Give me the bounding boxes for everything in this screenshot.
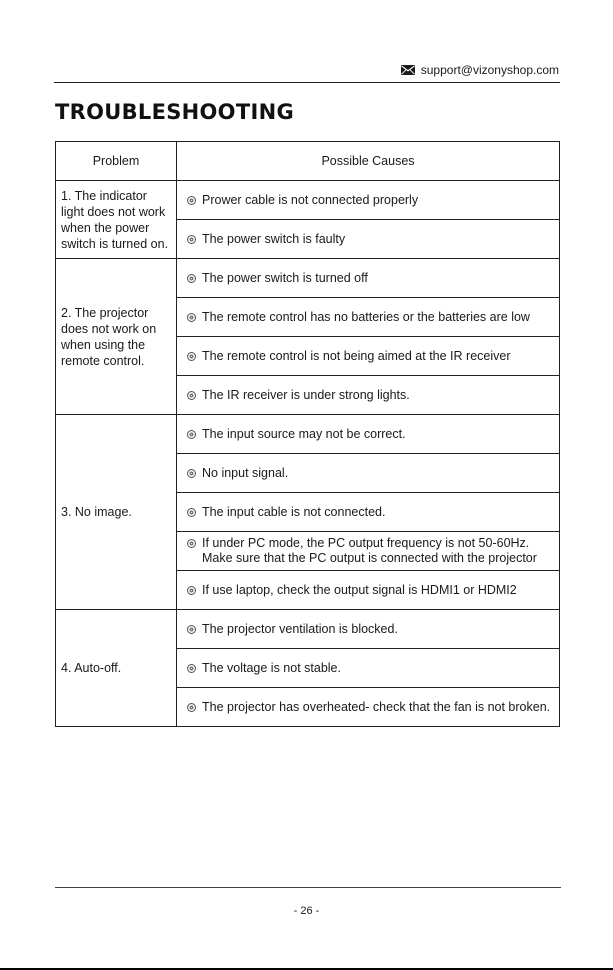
problem-cell: 4. Auto-off. bbox=[56, 610, 177, 727]
page-number: - 26 - bbox=[293, 905, 320, 917]
cause-cell bbox=[177, 649, 560, 688]
bullet-icon bbox=[187, 625, 196, 634]
bullet-icon bbox=[187, 352, 196, 361]
bullet-icon bbox=[187, 539, 196, 548]
cause-cell bbox=[177, 454, 560, 493]
table-body bbox=[56, 181, 560, 727]
cause-text: The remote control is not being aimed at the IR receiver bbox=[202, 348, 511, 363]
cause-text: The voltage is not stable. bbox=[202, 660, 341, 675]
table-row bbox=[56, 181, 560, 220]
cause-text: If under PC mode, the PC output frequency is not 50-60Hz. Make sure that the PC output is connected with the projector bbox=[202, 536, 537, 565]
cause-item bbox=[187, 622, 559, 637]
cause-cell bbox=[177, 259, 560, 298]
bullet-icon bbox=[187, 469, 196, 478]
bullet-icon bbox=[187, 508, 196, 517]
cause-cell bbox=[177, 571, 560, 610]
problem-cell: 2. The projector does not work on when using the remote control. bbox=[56, 259, 177, 415]
page-title: TROUBLESHOOTING bbox=[55, 100, 294, 124]
cause-cell bbox=[177, 220, 560, 259]
cause-cell bbox=[177, 415, 560, 454]
cause-cell bbox=[177, 688, 560, 727]
cause-cell bbox=[177, 181, 560, 220]
bullet-icon bbox=[187, 586, 196, 595]
cause-text: The IR receiver is under strong lights. bbox=[202, 387, 410, 402]
cause-text: The power switch is turned off bbox=[202, 270, 368, 285]
bullet-icon bbox=[187, 664, 196, 673]
cause-item bbox=[187, 700, 559, 715]
cause-text: The power switch is faulty bbox=[202, 231, 346, 246]
cause-cell bbox=[177, 376, 560, 415]
bullet-icon bbox=[187, 703, 196, 712]
cause-text: The input cable is not connected. bbox=[202, 504, 386, 519]
cause-item bbox=[187, 193, 559, 208]
cause-item bbox=[187, 232, 559, 247]
cause-cell bbox=[177, 610, 560, 649]
support-email-text: support@vizonyshop.com bbox=[420, 63, 559, 77]
cause-item bbox=[187, 349, 559, 364]
cause-cell bbox=[177, 493, 560, 532]
problem-cell: 1. The indicator light does not work when the power switch is turned on. bbox=[56, 181, 177, 259]
bullet-icon bbox=[187, 313, 196, 322]
cause-cell bbox=[177, 337, 560, 376]
cause-item bbox=[187, 388, 559, 403]
bullet-icon bbox=[187, 235, 196, 244]
bullet-icon bbox=[187, 391, 196, 400]
cause-item bbox=[187, 427, 559, 442]
cause-text: Prower cable is not connected properly bbox=[202, 192, 419, 207]
cause-item bbox=[187, 271, 559, 286]
cause-item bbox=[187, 466, 559, 481]
header-divider bbox=[54, 82, 560, 83]
cause-item bbox=[187, 661, 559, 676]
cause-text: No input signal. bbox=[202, 465, 289, 480]
troubleshooting-table bbox=[55, 141, 560, 727]
table-row bbox=[56, 415, 560, 454]
cause-item bbox=[187, 536, 559, 566]
problem-cell: 3. No image. bbox=[56, 415, 177, 610]
cause-item bbox=[187, 583, 559, 598]
cause-item bbox=[187, 505, 559, 520]
cause-cell bbox=[177, 532, 560, 571]
cause-text: The projector ventilation is blocked. bbox=[202, 621, 398, 636]
table-row bbox=[56, 259, 560, 298]
table-row bbox=[56, 610, 560, 649]
bullet-icon bbox=[187, 274, 196, 283]
header-possible-causes: Possible Causes bbox=[177, 142, 560, 181]
mail-icon bbox=[401, 65, 415, 75]
table-header-row bbox=[56, 142, 560, 181]
cause-text: The projector has overheated- check that the fan is not broken. bbox=[202, 699, 551, 714]
footer-divider bbox=[55, 887, 561, 888]
support-email bbox=[401, 62, 559, 78]
header-problem: Problem bbox=[56, 142, 177, 181]
cause-text: The remote control has no batteries or the batteries are low bbox=[202, 309, 530, 324]
cause-item bbox=[187, 310, 559, 325]
bullet-icon bbox=[187, 430, 196, 439]
bullet-icon bbox=[187, 196, 196, 205]
cause-cell bbox=[177, 298, 560, 337]
cause-text: The input source may not be correct. bbox=[202, 426, 406, 441]
cause-text: If use laptop, check the output signal is HDMI1 or HDMI2 bbox=[202, 582, 517, 597]
